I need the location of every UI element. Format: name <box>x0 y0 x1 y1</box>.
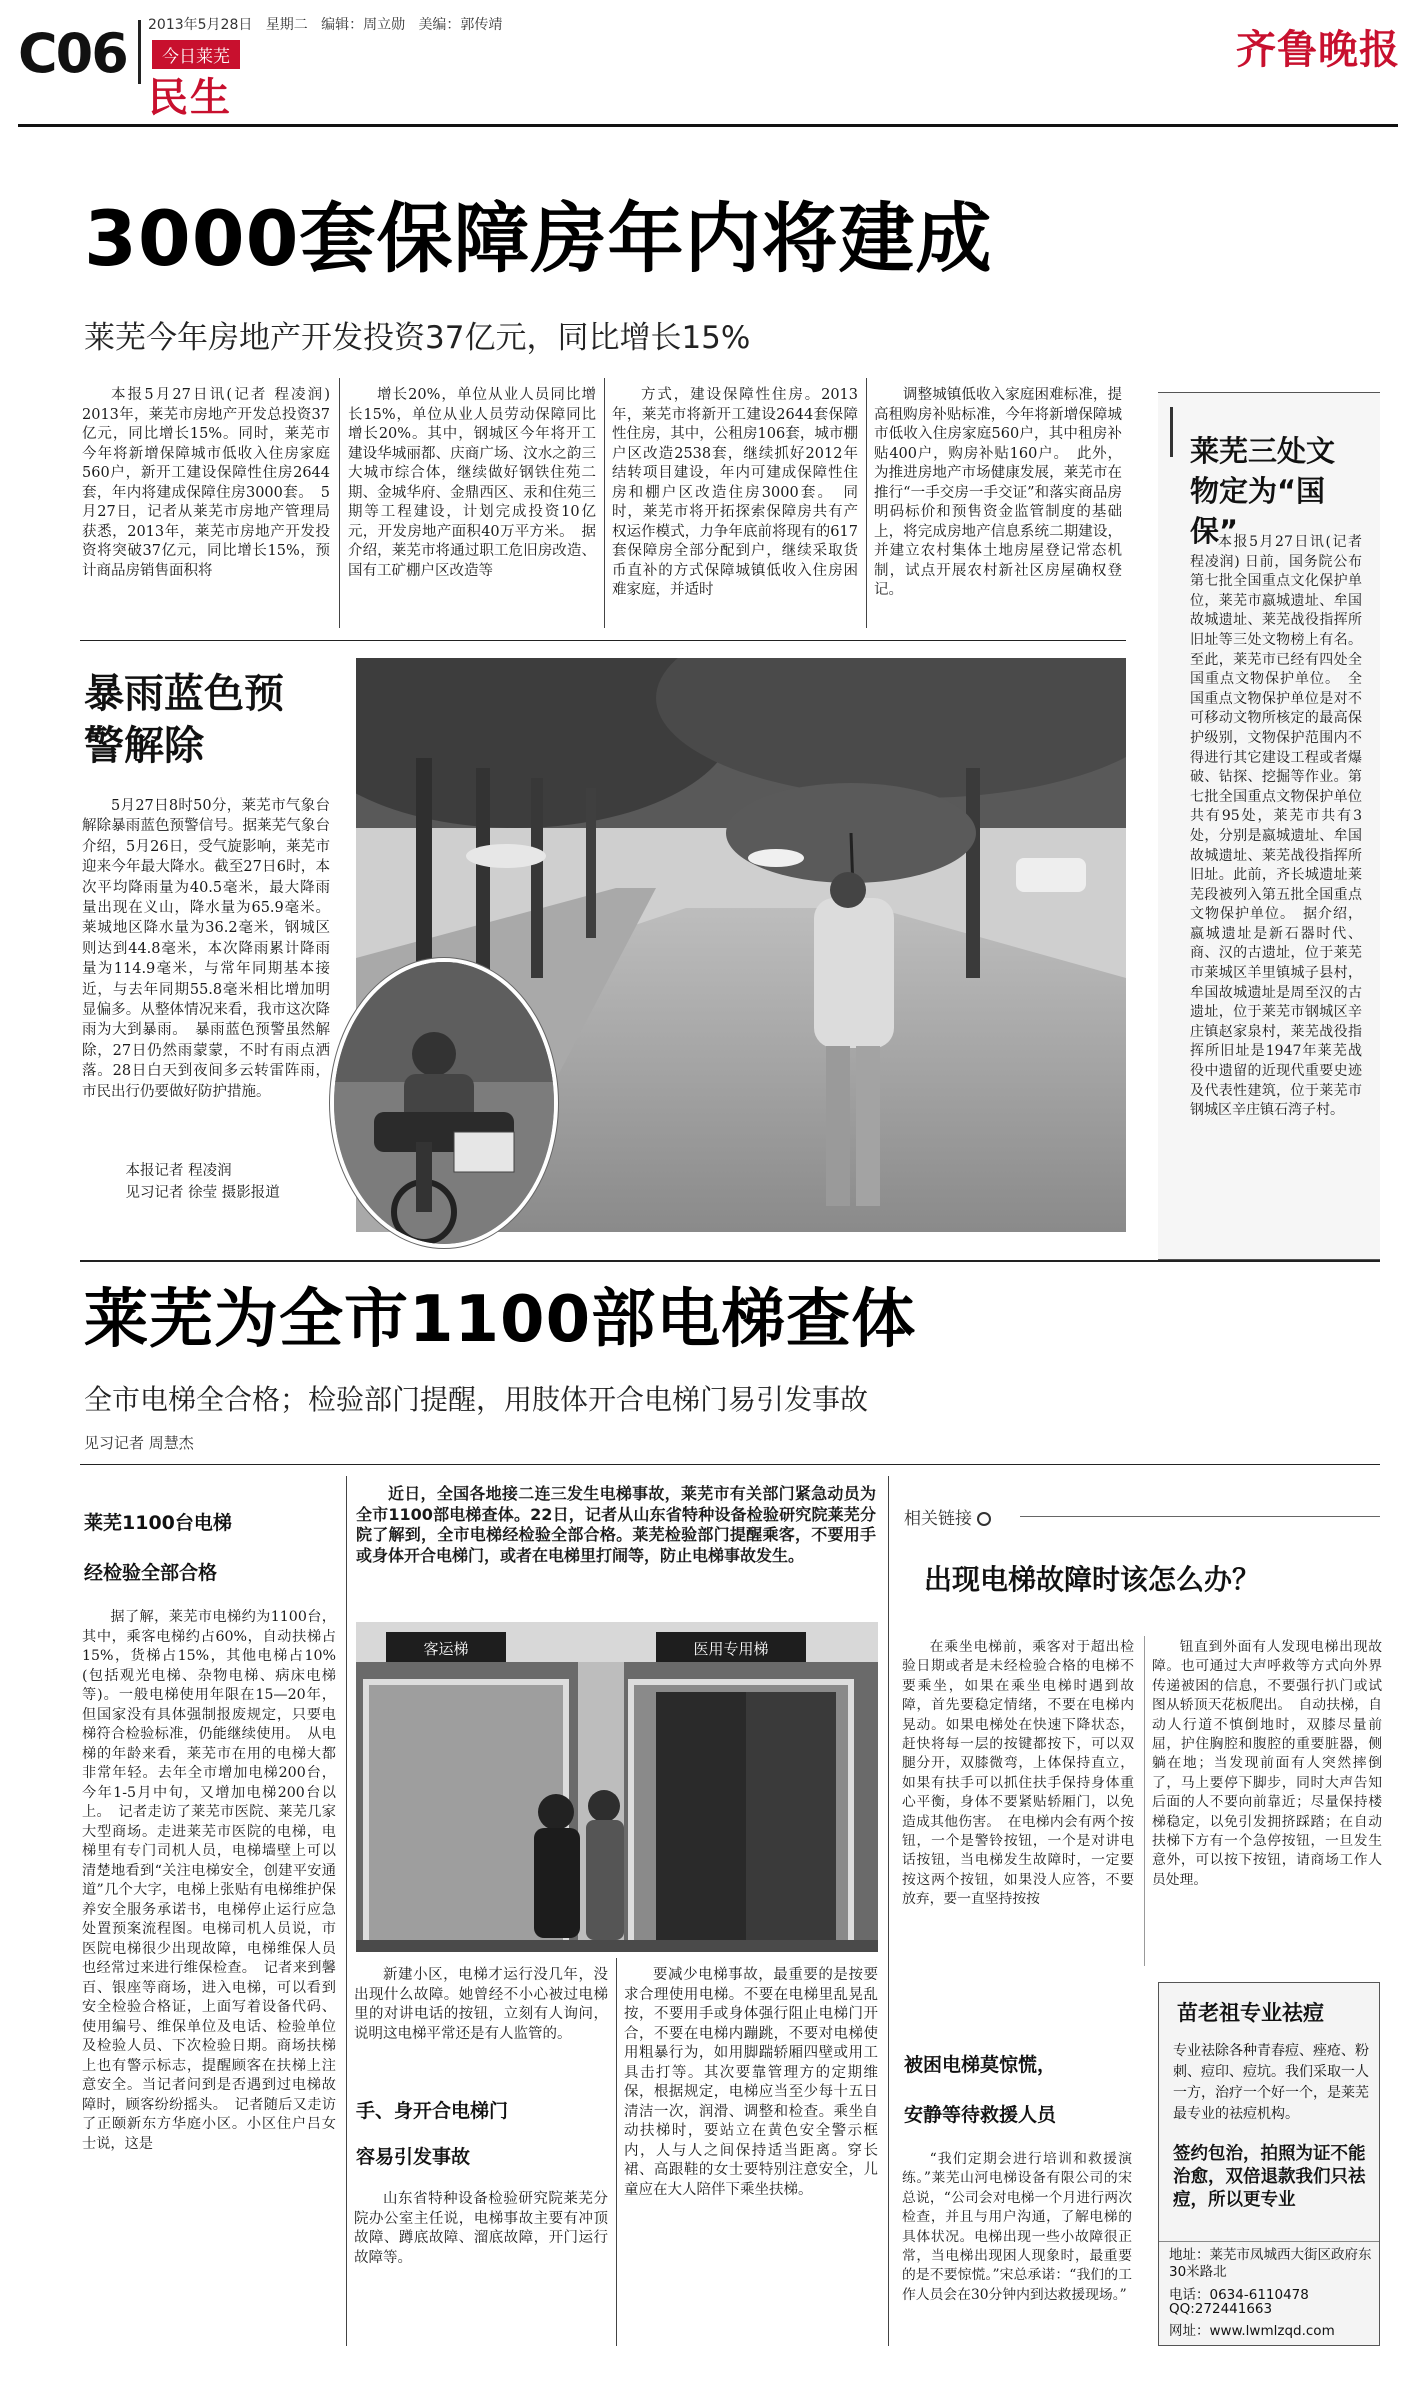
ad-line1: 专业祛除各种青春痘、痤疮、粉刺、痘印、痘坑。我们采取一人一方，治疗一个好一个，是莱芜最专业的祛痘机构。 <box>1173 2043 1369 2122</box>
designer: 美编：郭传靖 <box>418 17 503 33</box>
related-subhead-b: 安静等待救援人员 <box>904 2104 1057 2126</box>
relic-title: 莱芜三处文物定为“国保” <box>1190 434 1336 548</box>
article1-subtitle: 莱芜今年房地产开发投资37亿元，同比增长15% <box>84 320 751 356</box>
article3-mid1: 新建小区，电梯才运行没几年，没出现什么故障。她曾经不小心被过电梯里的对讲电话的按钮，立刻有人询问，说明这电梯平常还是有人监管的。 <box>354 1967 608 2042</box>
article3-subtitle: 全市电梯全合格；检验部门提醒，用肢体开合电梯门易引发事故 <box>84 1383 869 1416</box>
article3-mid1b: 山东省特种设备检验研究院莱芜分院办公室主任说，电梯事故主要有冲顶故障、蹲底故障、溜底故障，开门运行故障等。 <box>354 2191 608 2266</box>
ad-website[interactable]: 网址：www.lwmlzqd.com <box>1169 2323 1335 2339</box>
article3-title: 莱芜为全市1100部电梯查体 <box>84 1283 917 1357</box>
article3-mid2: 要减少电梯事故，最重要的是按要求合理使用电梯。不要在电梯里乱晃乱按，不要用手或身体强行阻止电梯门开合，不要在电梯内蹦跳，不要对电梯使用粗暴行为，如用脚踹轿厢四壁或用工具击打等。其次要靠管理方的定期维保，根据规定，电梯应当至少每十五日清洁一次，润滑、调整和检查。乘坐自动扶梯时，要站立在黄色安全警示框内，人与人之间保持适当距离。穿长裙、高跟鞋的女士要特别注意安全，儿童应在大人陪伴下乘坐扶梯。 <box>624 1967 878 2198</box>
rain-inset-photo <box>330 958 558 1248</box>
issue-meta <box>148 14 502 34</box>
article1-col4: 调整城镇低收入家庭困难标准，提高租购房补贴标准，今年将新增保障城市低收入住房家庭560户，其中租房补贴400户，购房补贴160户。 此外，为推进房地产市场健康发展，莱芜市在推行“一手交房一手交证”和落实商品房明码标价和预售资金监管制度的基础上，将完成房地产信息系统二期建设，并建立农村集体土地房屋登记常态机制，试点开展农村新社区房屋确权登记。 <box>874 387 1122 598</box>
elevator-sign-2: 医用专用梯 <box>693 1640 769 1658</box>
article2-byline1: 本报记者 程凌润 <box>125 1163 232 1179</box>
issue-weekday: 星期二 <box>265 17 308 33</box>
page-number: C06 <box>18 22 127 85</box>
related-col1: 在乘坐电梯前，乘客对于超出检验日期或者是未经检验合格的电梯不要乘坐，如果在乘坐电梯时遇到故障，首先要稳定情绪，不要在电梯内晃动。如果电梯处在快速下降状态，赶快将每一层的按键都按下，可以双腿分开，双膝微弯，上体保持直立，如果有扶手可以抓住扶手保持身体重心平衡，身体不要紧贴轿厢门，以免造成其他伤害。 在电梯内会有两个按钮，一个是警铃按钮，一个是对讲电话按钮，当电梯发生故障时，一定要按这两个按钮，如果没人应答，不要放弃，要一直坚持按按 <box>902 1639 1134 1908</box>
ad-address: 地址：莱芜市凤城西大街区政府东30米路北 <box>1169 2247 1372 2280</box>
article3-subhead1: 莱芜1100台电梯 <box>84 1512 232 1534</box>
acne-ad[interactable] <box>1158 1982 1380 2346</box>
elevator-photo <box>356 1622 878 1952</box>
related-title: 出现电梯故障时该怎么办？ <box>924 1563 1261 1596</box>
issue-date: 2013年5月28日 <box>148 17 253 33</box>
ad-phone: 电话：0634-6110478 <box>1169 2287 1309 2303</box>
article2-body: 5月27日8时50分，莱芜市气象台解除暴雨蓝色预警信号。据莱芜气象台介绍，5月26日，受气旋影响，莱芜市迎来今年最大降水。截至27日6时，本次平均降雨量为40.5毫米，最大降雨量出现在义山，降水量为65.9毫米。莱城地区降水量为36.2毫米，钢城区则达到44.8毫米，本次降雨累计降雨量为114.9毫米，与常年同期基本接近，与去年同期55.8毫米相比增加明显偏多。从整体情况来看，我市这次降雨为大到暴雨。 暴雨蓝色预警虽然解除，27日仍然雨蒙蒙，不时有雨点洒落。28日白天到夜间多云转雷阵雨，市民出行仍要做好防护措施。 <box>82 798 330 1100</box>
section-name: 民生 <box>148 75 232 121</box>
elevator-sign-1: 客运梯 <box>423 1640 469 1658</box>
editor: 编辑：周立勋 <box>321 17 406 33</box>
elevator-photo-scene <box>356 1622 878 1952</box>
link-circle-icon <box>977 1512 991 1526</box>
ad-highlight: 签约包治，拍照为证不能治愈，双倍退款我们只祛痘，所以更专业 <box>1173 2144 1366 2210</box>
article1-col1: 本报5月27日讯(记者 程凌润) 2013年，莱芜市房地产开发总投资37亿元，同比增长15%。同时，莱芜市今年将新增保障城市低收入住房家庭560户，新开工建设保障性住房2644套，年内将建成保障住房3000套。 5月27日，记者从莱芜市房地产管理局获悉，2013年，莱芜市房地产开发投资将突破37亿元，同比增长15%，预计商品房销售面积将 <box>82 387 330 579</box>
newspaper-logo: 齐鲁晚报 <box>1236 26 1400 73</box>
article3-byline: 见习记者 周慧杰 <box>84 1434 194 1452</box>
ad-qq: QQ:272441663 <box>1169 2301 1273 2317</box>
article3-subhead4: 容易引发事故 <box>356 2146 471 2168</box>
article1-title: 3000套保障房年内将建成 <box>84 194 993 283</box>
article1-col2: 增长20%，单位从业人员同比增长15%，单位从业人员劳动保障同比增长20%。其中，钢城区今年将开工建设华城丽都、庆商广场、汶水之韵三大城市综合体，继续做好钢铁住苑二期、金城华府、金鼎西区、汞和住苑三期等工程建设，计划完成投资10亿元，开发房地产面积40万平方米。 据介绍，莱芜市将通过职工危旧房改造、国有工矿棚户区改造等 <box>348 387 596 579</box>
article3-subhead3: 手、身开合电梯门 <box>356 2100 509 2122</box>
related-tag <box>904 1504 991 1529</box>
relic-sidebar <box>1158 392 1380 1260</box>
related-body2: “我们定期会进行培训和救援演练。”莱芜山河电梯设备有限公司的宋总说，“公司会对电梯一个月进行两次检查，并且与用户沟通，了解电梯的具体状况。电梯出现一些小故障很正常，当电梯出现困人现象时，最重要的是不要惊慌。”宋总承诺：“我们的工作人员会在30分钟内到达救援现场。” <box>902 2151 1132 2303</box>
related-col2: 钮直到外面有人发现电梯出现故障。也可通过大声呼救等方式向外界传递被困的信息，不要强行扒门或试图从轿顶天花板爬出。 自动扶梯，自动人行道不慎倒地时，双膝尽量前屈，护住胸腔和腹腔的重要脏器，侧躺在地；当发现前面有人突然摔倒了，马上要停下脚步，同时大声告知后面的人不要向前靠近；尽量保持楼梯稳定，以免引发拥挤踩踏；在自动扶梯下方有一个急停按钮，一旦发生意外，可以按下按钮，请商场工作人员处理。 <box>1152 1639 1382 1888</box>
related-subhead: 被困电梯莫惊慌， <box>904 2054 1057 2076</box>
article2-title: 暴雨蓝色预警解除 <box>84 671 284 769</box>
article3-subhead2: 经检验全部合格 <box>84 1562 218 1584</box>
rain-inset-scene <box>334 962 558 1248</box>
article1-col3: 方式，建设保障性住房。2013年，莱芜市将新开工建设2644套保障性住房，其中，公租房106套，城市棚户区改造2538套，继续抓好2012年结转项目建设，年内可建成保障性住房和棚户区改造住房3000套。 同时，莱芜市将开拓探索保障房共有产权运作模式，力争年底前将现有的617套保障房全部分配到户，继续采取货币直补的方式保障城镇低收入住房困难家庭，并适时 <box>612 387 858 598</box>
relic-body: 本报5月27日讯(记者 程凌润) 日前，国务院公布第七批全国重点文化保护单位，莱芜市嬴城遗址、牟国故城遗址、莱芜战役指挥所旧址等三处文物榜上有名。至此，莱芜市已经有四处全国重点文物保护单位。 全国重点文物保护单位是对不可移动文物所核定的最高保护级别，文物保护范围内不得进行其它建设工程或者爆破、钻探、挖掘等作业。第七批全国重点文物保护单位共有95处，莱芜市共有3处，分别是嬴城遗址、牟国故城遗址、莱芜战役指挥所旧址。此前，齐长城遗址莱芜段被列入第五批全国重点文物保护单位。 据介绍，嬴城遗址是新石器时代、商、汉的古遗址，位于莱芜市莱城区羊里镇城子县村，牟国故城遗址是周至汉的古遗址，位于莱芜市钢城区辛庄镇赵家泉村，莱芜战役指挥所旧址是1947年莱芜战役中遗留的近现代重要史迹及代表性建筑，位于莱芜市钢城区辛庄镇石湾子村。 <box>1190 534 1362 1119</box>
article3-lead: 近日，全国各地接二连三发生电梯事故，莱芜市有关部门紧急动员为全市1100部电梯查体。22日，记者从山东省特种设备检验研究院莱芜分院了解到，全市电梯经检验全部合格。莱芜检验部门提醒乘客，不要用手或身体开合电梯门，或者在电梯里打闹等，防止电梯事故发生。 <box>356 1484 876 1565</box>
section-tag: 今日莱芜 <box>152 40 240 69</box>
article2-byline2: 见习记者 徐莹 摄影报道 <box>125 1185 280 1201</box>
article3-left-body: 据了解，莱芜市电梯约为1100台，其中，乘客电梯约占60%，自动扶梯占15%，货梯占15%，其他电梯占10%(包括观光电梯、杂物电梯、病床电梯等)。一般电梯使用年限在15—20年，但国家没有具体强制报废规定，只要电梯符合检验标准，仍能继续使用。 从电梯的年龄来看，莱芜市在用的电梯大都非常年轻。去年全市增加电梯200台，今年1-5月中旬，又增加电梯200台以上。 记者走访了莱芜市医院、莱芜几家大型商场。走进莱芜市医院的电梯，电梯里有专门司机人员，电梯墙壁上可以清楚地看到“关注电梯安全，创建平安通道”几个大字，电梯上张贴有电梯维护保养安全服务承诺书，电梯停止运行应急处置预案流程图。电梯司机人员说，市医院电梯很少出现故障，电梯维保人员也经常过来进行维保检查。 记者来到馨百、银座等商场，进入电梯，可以看到安全检验合格证，上面写着设备代码、使用编号、维保单位及电话、检验单位及检验人员、下次检验日期。商场扶梯上也有警示标志，提醒顾客在扶梯上注意安全。当记者问到是否遇到过电梯故障时，顾客纷纷摇头。 记者随后又走访了正颐新东方华庭小区。小区住户吕女士说，这是 <box>82 1609 336 2152</box>
ad-title: 苗老祖专业祛痘 <box>1177 2001 1324 2025</box>
related-tag-label: 相关链接 <box>904 1509 972 1529</box>
